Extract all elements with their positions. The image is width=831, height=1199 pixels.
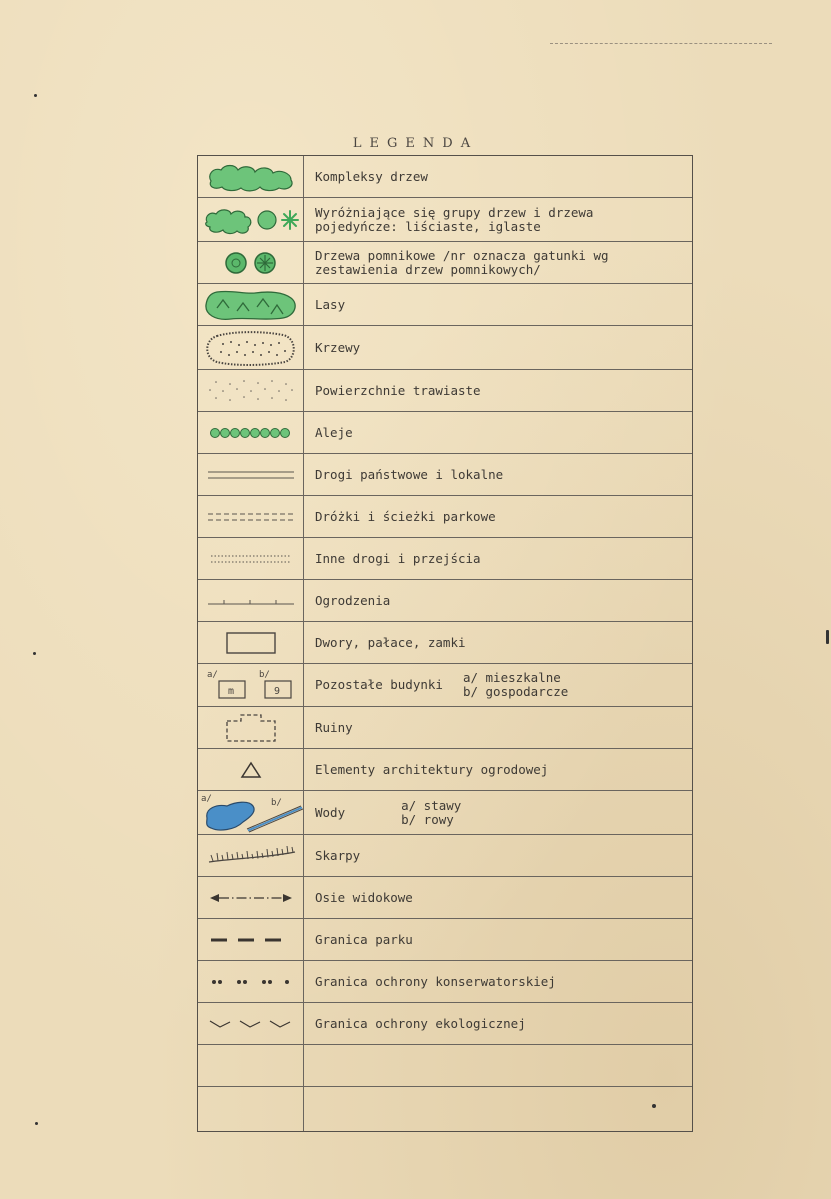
tree-groups-icon [198, 198, 304, 241]
legend-row [198, 370, 692, 412]
forest-icon [198, 284, 304, 325]
legend-row [198, 454, 692, 496]
buildings-sym-b: b/ [258, 670, 270, 680]
view-axes-icon [198, 877, 304, 918]
legend-row [198, 284, 692, 326]
row-label: Osie widokowe [315, 889, 413, 905]
water-icon [198, 791, 304, 834]
row-label: Dróżki i ścieżki parkowe [315, 508, 496, 524]
park-boundary-icon [198, 919, 304, 960]
row-label-line2: zestawienia drzew pomnikowych/ [315, 261, 541, 277]
legend-row [198, 412, 692, 454]
row-label: Powierzchnie trawiaste [315, 382, 481, 398]
legend-row-empty [198, 1087, 692, 1131]
legend-row [198, 496, 692, 538]
row-label: Granica ochrony ekologicznej [315, 1015, 526, 1031]
water-sym-b: b/ [270, 797, 282, 808]
row-label: Drogi państwowe i lokalne [315, 466, 504, 482]
top-edge-mark [550, 43, 772, 44]
paper-speck [35, 1122, 38, 1125]
legend-row [198, 326, 692, 370]
row-sublabel-b: b/ gospodarcze [462, 684, 569, 699]
grass-icon [198, 370, 304, 411]
legend-row [198, 877, 692, 919]
water-sym-a: a/ [200, 793, 212, 804]
paper-speck [34, 94, 37, 97]
row-sublabel-a: a/ stawy [401, 797, 462, 813]
ruins-icon [198, 707, 304, 748]
legend-row-empty [198, 1045, 692, 1087]
row-sublabel-a: a/ mieszkalne [462, 670, 561, 685]
row-label-line1: Wyróżniające się grupy drzew i drzewa [315, 204, 594, 220]
legend-row [198, 707, 692, 749]
alley-icon [198, 412, 304, 453]
monument-trees-icon [198, 242, 304, 283]
buildings-icon [198, 664, 304, 706]
ecological-boundary-icon [198, 1003, 304, 1044]
legend-row [198, 791, 692, 835]
park-paths-icon [198, 496, 304, 537]
other-roads-icon [198, 538, 304, 579]
state-roads-icon [198, 454, 304, 495]
legend-row [198, 580, 692, 622]
tree-complex-icon [198, 156, 304, 197]
paper-speck [33, 652, 36, 655]
legend-title: LEGENDA [352, 136, 479, 151]
escarpment-icon [198, 835, 304, 876]
row-label: Wody [315, 804, 346, 820]
legend-row [198, 198, 692, 242]
legend-row [198, 242, 692, 284]
paper-speck [652, 1104, 656, 1108]
legend-row [198, 961, 692, 1003]
row-label: Pozostałe budynki [315, 677, 443, 692]
shrubs-icon [198, 326, 304, 369]
legend-row [198, 664, 692, 707]
manor-icon [198, 622, 304, 663]
buildings-sym-a: a/ [206, 670, 218, 680]
row-label: Lasy [315, 296, 346, 312]
row-sublabel-b: b/ rowy [401, 811, 454, 827]
row-label: Inne drogi i przejścia [315, 550, 481, 566]
row-label: Ogrodzenia [315, 592, 391, 608]
legend-row [198, 919, 692, 961]
legend-row [198, 622, 692, 664]
legend-row [198, 538, 692, 580]
empty-symbol-cell [198, 1087, 304, 1131]
row-label-line1: Drzewa pomnikowe /nr oznacza gatunki wg [315, 247, 609, 263]
empty-symbol-cell [198, 1045, 304, 1086]
row-label-line2: pojedyńcze: liściaste, iglaste [315, 218, 541, 234]
triangle-icon [198, 749, 304, 790]
legend-row [198, 749, 692, 791]
legend-table [197, 155, 693, 1132]
row-label: Granica parku [315, 931, 413, 947]
row-label: Granica ochrony konserwatorskiej [315, 973, 556, 989]
legend-row [198, 156, 692, 198]
row-label: Aleje [315, 424, 353, 440]
row-label: Dwory, pałace, zamki [315, 634, 466, 650]
legend-row [198, 835, 692, 877]
conservation-boundary-icon [198, 961, 304, 1002]
buildings-box-b: 9 [273, 686, 280, 697]
buildings-box-a: m [227, 686, 234, 697]
paper-edge-mark [826, 630, 829, 644]
legend-row [198, 1003, 692, 1045]
row-label: Krzewy [315, 339, 361, 355]
row-label: Kompleksy drzew [315, 168, 428, 184]
row-label: Skarpy [315, 847, 361, 863]
fence-icon [198, 580, 304, 621]
row-label: Ruiny [315, 719, 353, 735]
row-label: Elementy architektury ogrodowej [315, 761, 549, 777]
